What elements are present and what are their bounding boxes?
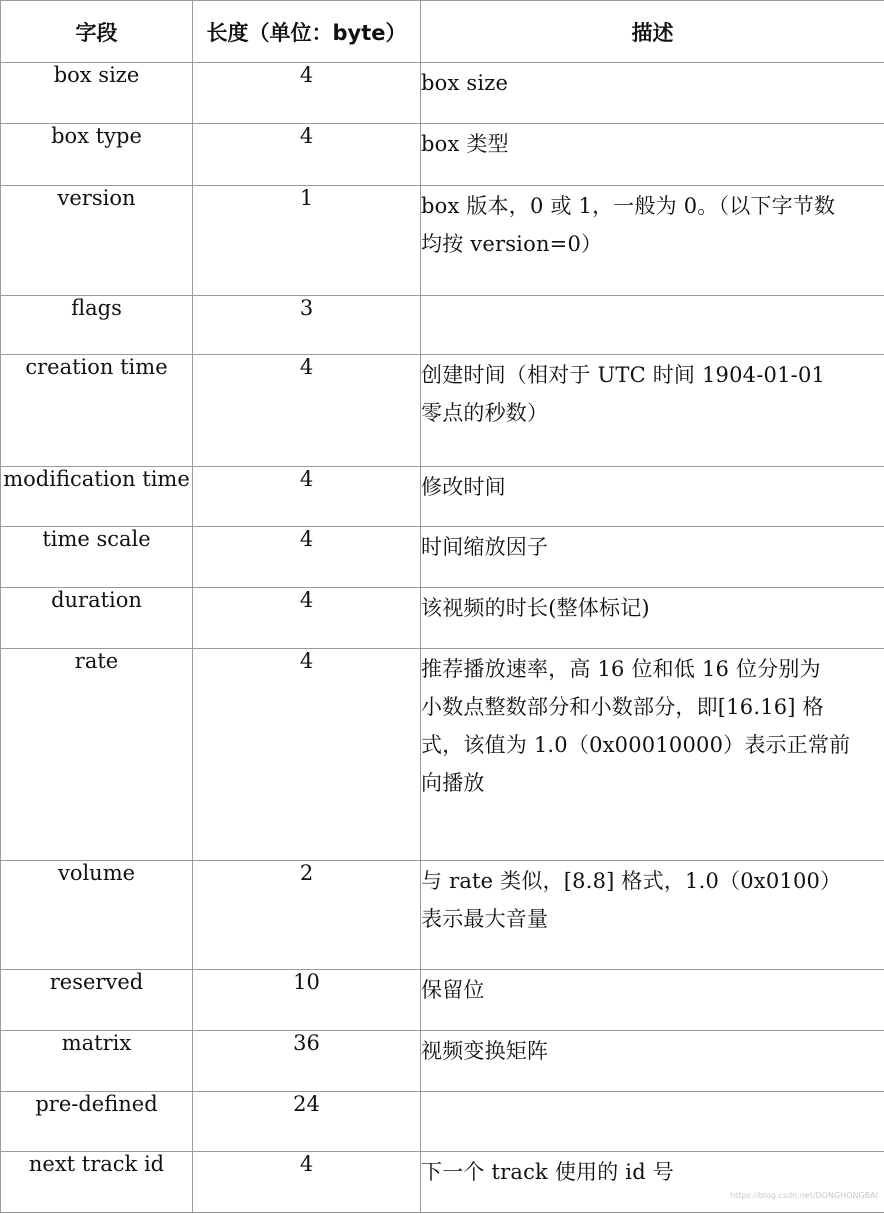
description-line: 该视频的时长(整体标记) [421,596,650,620]
description-line: 保留位 [421,978,485,1002]
table-row [1,296,884,355]
description-line: box 类型 [421,132,509,156]
field-name-cell: time scale [1,527,193,588]
field-length-cell: 4 [193,527,421,588]
table-row [1,1152,884,1213]
description-line: 均按 version=0） [421,232,603,256]
description-line: box 版本，0 或 1，一般为 0。（以下字节数 [421,194,836,218]
description-line: 表示最大音量 [421,907,549,931]
table-row [1,970,884,1031]
field-description-cell [421,861,884,970]
description-line: 时间缩放因子 [421,535,549,559]
description-line: 推荐播放速率，高 16 位和低 16 位分别为 [421,657,821,681]
field-description-cell [421,527,884,588]
field-description-cell [421,186,884,296]
field-name-cell: flags [1,296,193,355]
field-length-cell: 4 [193,467,421,527]
header-field: 字段 [1,1,193,63]
field-name-cell: version [1,186,193,296]
description-line: 小数点整数部分和小数部分，即[16.16] 格 [421,695,824,719]
description-line: 与 rate 类似，[8.8] 格式，1.0（0x0100） [421,869,842,893]
header-description: 描述 [421,1,884,63]
field-description-cell [421,649,884,861]
field-name-cell: next track id [1,1152,193,1213]
field-name-cell: reserved [1,970,193,1031]
table-row [1,527,884,588]
field-length-cell: 4 [193,124,421,186]
field-length-cell: 4 [193,1152,421,1213]
description-line: 创建时间（相对于 UTC 时间 1904-01-01 [421,363,826,387]
description-line: 下一个 track 使用的 id 号 [421,1160,674,1184]
field-name-cell: pre-defined [1,1092,193,1152]
field-description-cell [421,588,884,649]
field-name-cell: modification time [1,467,193,527]
table-row [1,467,884,527]
field-name-cell: volume [1,861,193,970]
field-name-cell: rate [1,649,193,861]
field-name-cell: duration [1,588,193,649]
watermark: https://blog.csdn.net/DONGHONGBAI [729,1191,878,1200]
table-row [1,1031,884,1092]
table-row [1,588,884,649]
field-description-cell [421,467,884,527]
field-length-cell: 4 [193,588,421,649]
field-length-cell: 3 [193,296,421,355]
table-row [1,861,884,970]
table-row [1,355,884,467]
header-length: 长度（单位：byte） [193,1,421,63]
description-line: 式，该值为 1.0（0x00010000）表示正常前 [421,733,851,757]
table-row [1,186,884,296]
field-description-cell [421,63,884,124]
field-description-cell [421,1031,884,1092]
field-name-cell: matrix [1,1031,193,1092]
table-row [1,63,884,124]
field-length-cell: 4 [193,63,421,124]
field-name-cell: creation time [1,355,193,467]
field-description-cell [421,1092,884,1152]
field-length-cell: 36 [193,1031,421,1092]
field-length-cell: 10 [193,970,421,1031]
description-line: 向播放 [421,771,485,795]
field-description-cell [421,355,884,467]
field-description-cell [421,970,884,1031]
description-line: box size [421,71,509,95]
field-description-cell [421,1152,884,1213]
field-length-cell: 24 [193,1092,421,1152]
field-length-cell: 2 [193,861,421,970]
field-description-cell [421,124,884,186]
description-line: 修改时间 [421,475,506,499]
table-row [1,1092,884,1152]
description-line: 零点的秒数） [421,401,549,425]
field-length-cell: 4 [193,355,421,467]
field-length-cell: 4 [193,649,421,861]
field-name-cell: box type [1,124,193,186]
field-name-cell: box size [1,63,193,124]
field-description-cell [421,296,884,355]
field-length-cell: 1 [193,186,421,296]
table-row [1,649,884,861]
description-line: 视频变换矩阵 [421,1039,549,1063]
table-row [1,124,884,186]
header-row [1,1,884,63]
